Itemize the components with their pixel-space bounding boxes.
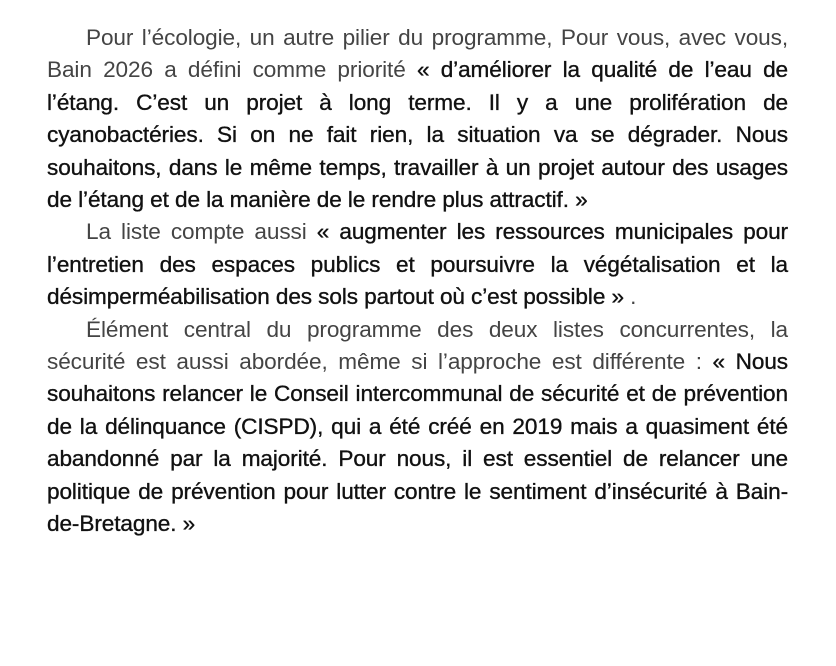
paragraph-security (47, 314, 788, 541)
article-body (47, 22, 788, 541)
paragraph-quote: « augmenter les ressources municipales pour l’entretien des espaces publics et poursuivre la végétalisation et la désimperméabilisation des sols partout où c’est possible » (47, 219, 788, 310)
paragraph-intro: Élément central du programme des deux listes concurrentes, la sécurité est aussi abordée, même si l’approche est différente : (47, 316, 788, 375)
paragraph-ecology (47, 22, 788, 216)
paragraph-outro: . (630, 284, 637, 310)
paragraph-quote: « d’améliorer la qualité de l’eau de l’étang. C’est un projet à long terme. Il y a une prolifération de cyanobactéries. Si on ne fait rien, la situation va se dégrader. Nous souhaitons, dans le même temps, travailler à un projet autour des usages de l’étang et de la manière de le rendre plus attractif. » (47, 57, 789, 213)
paragraph-intro: La liste compte aussi (86, 219, 307, 245)
paragraph-intro: Pour l’écologie, un autre pilier du programme, Pour vous, avec vous, Bain 2026 a défini comme priorité (47, 25, 788, 83)
paragraph-quote: « Nous souhaitons relancer le Conseil intercommunal de sécurité et de prévention de la délinquance (CISPD), qui a été créé en 2019 mais a quasiment été abandonné par la majorité. Pour nous, il est essentiel de relancer une politique de prévention pour lutter contre le sentiment d’insécurité à Bain-de-Bretagne. » (47, 349, 788, 537)
paragraph-public-spaces (47, 216, 788, 313)
